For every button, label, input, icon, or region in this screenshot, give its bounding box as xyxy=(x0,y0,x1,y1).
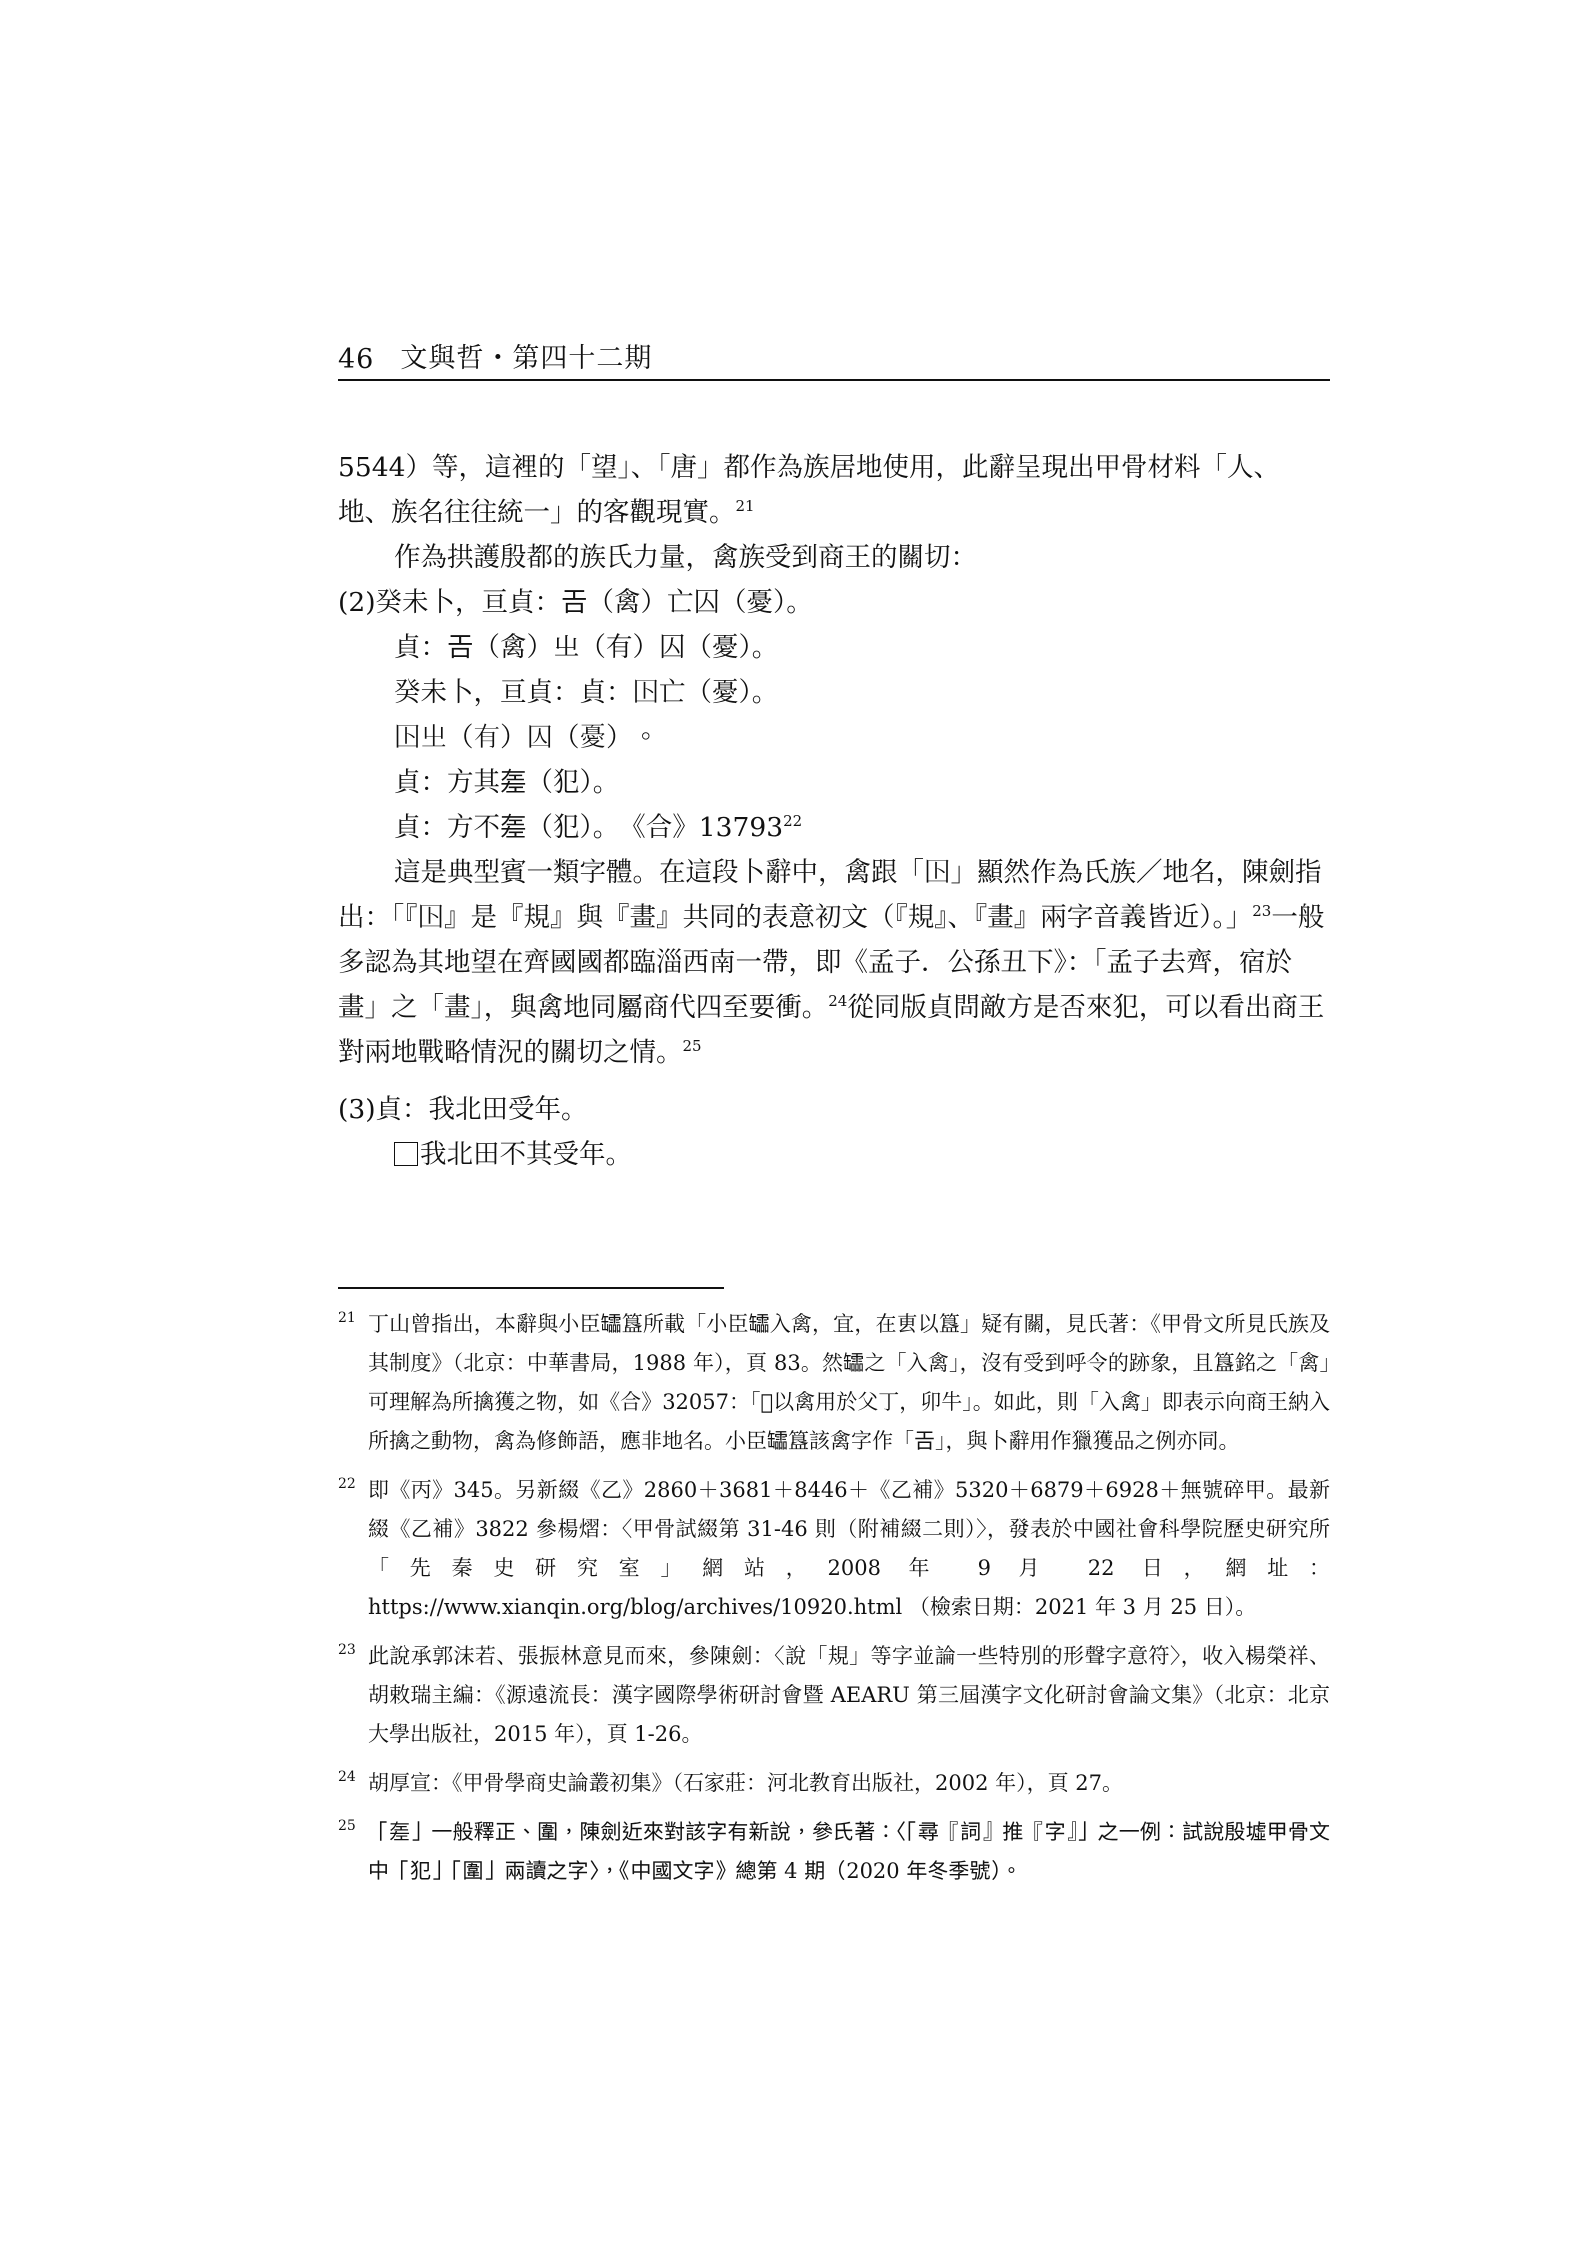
running-header xyxy=(338,335,1330,375)
footnote-21 xyxy=(338,1305,1330,1461)
footnote-23 xyxy=(338,1637,1330,1754)
footnote-25 xyxy=(338,1813,1330,1891)
example-2-line-3: 癸未卜，亘貞：貞：𡆥亡（憂）。 xyxy=(394,677,779,708)
footnote-text: 此說承郭沫若、張振林意見而來，參陳劍：〈說「規」等字並論一些特別的形聲字意符〉，收入楊榮祥、胡敕瑞主編：《源遠流長：漢字國際學術研討會暨 AEARU 第三屆漢字文化研討會論文集》（北京：北京大學出版社，2015 年），頁 1-26。 xyxy=(368,1644,1330,1746)
footnote-text: 胡厚宣：《甲骨學商史論叢初集》（石家莊：河北教育出版社，2002 年），頁 27。 xyxy=(368,1771,1124,1795)
footnote-22 xyxy=(338,1471,1330,1627)
footnote-number: 22 xyxy=(338,1476,356,1492)
footnote-ref-21[interactable]: 21 xyxy=(735,497,755,516)
footnotes xyxy=(338,1305,1330,1901)
paragraph-3 xyxy=(338,850,1330,1075)
page xyxy=(338,335,1330,1883)
example-2-line-6 xyxy=(338,805,1330,850)
footnote-number: 25 xyxy=(338,1818,356,1834)
footnote-ref-22[interactable]: 22 xyxy=(783,812,803,831)
footnote-number: 23 xyxy=(338,1642,356,1658)
journal-title: 文與哲・第四十二期 xyxy=(400,343,653,374)
footnote-number: 21 xyxy=(338,1310,356,1326)
paragraph-1-text: 5544）等，這裡的「望」、「唐」都作為族居地使用，此辭呈現出甲骨材料「人、地、族名往往統一」的客觀現實。 xyxy=(338,452,1280,528)
footnote-text: 即《丙》345。另新綴《乙》2860＋3681＋8446＋《乙補》5320＋6879＋6928＋無號碎甲。最新綴《乙補》3822 參楊熠：〈甲骨試綴第 31-46 則（附補綴二則）〉，發表於中國社會科學院歷史研究所「先秦史研究室」網站，2008 年 9 月 22 日，網址：https://www.xianqin.org/blog/archives/10920.html （檢索日期：2021 年 3 月 25 日）。 xyxy=(368,1478,1330,1619)
example-2-last-text: 貞：方不𢀡（犯）。 《合》13793 xyxy=(394,812,784,843)
example-2-line-1: (2)癸未卜，亘貞：𢀛（禽）亡囚（憂）。 xyxy=(338,587,813,618)
paragraph-1 xyxy=(338,445,1330,535)
example-2-line-2: 貞：𢀛（禽）㞢（有）囚（憂）。 xyxy=(394,632,779,663)
footnote-text: 丁山曾指出，本辭與小臣𦉢簋所載「小臣𦉢入禽，宜，在叀以簋」疑有關，見氏著：《甲骨文所見氏族及其制度》（北京：中華書局，1988 年），頁 83。然𦉢之「入禽」，沒有受到呼令的跡象，且簋銘之「禽」可理解為所擒獲之物，如《合》32057：「𢼸以禽用於父丁，卯牛」。如此，則「入禽」即表示向商王納入所擒之動物，禽為修飾語，應非地名。小臣𦉢簋該禽字作「𢀛」，與卜辭用作獵獲品之例亦同。 xyxy=(368,1312,1330,1453)
footnote-24 xyxy=(338,1764,1330,1803)
example-3-line-2-text: 我北田不其受年。 xyxy=(420,1139,632,1170)
header-rule xyxy=(338,379,1330,381)
paragraph-3-part-c: 從同版貞問敵方是否來犯，可以看出商王對兩地戰略情況的關切之情。 xyxy=(338,992,1325,1068)
footnote-ref-25[interactable]: 25 xyxy=(682,1037,702,1056)
footnote-ref-24[interactable]: 24 xyxy=(828,992,848,1011)
footnote-ref-23[interactable]: 23 xyxy=(1252,902,1272,921)
paragraph-3-part-a: 這是典型賓一類字體。在這段卜辭中，禽跟「𡆥」顯然作為氏族／地名，陳劍指出：「『𡆥』是『規』與『畫』共同的表意初文（『規』、『畫』兩字音義皆近）。」 xyxy=(338,857,1322,933)
footnote-text: 「𢀡」一般釋正、圍，陳劍近來對該字有新說，參氏著：〈「尋『詞』推『字』」之一例：試說殷墟甲骨文中「犯」「圍」兩讀之字〉，《中國文字》總第 4 期（2020 年冬季號）。 xyxy=(368,1820,1330,1883)
spacer xyxy=(338,1075,1330,1087)
page-number: 46 xyxy=(338,344,375,375)
missing-character-box xyxy=(394,1142,418,1166)
paragraph-3-part-b: 一般多認為其地望在齊國國都臨淄西南一帶，即《孟子．公孫丑下》：「孟子去齊，宿於畫」之「畫」，與禽地同屬商代四至要衝。 xyxy=(338,902,1325,1023)
example-2-line-4: 𡆥㞢（有）囚（憂）。 xyxy=(394,722,659,753)
example-3-line-1: (3)貞：我北田受年。 xyxy=(338,1094,588,1125)
footnote-rule xyxy=(338,1287,724,1289)
footnote-number: 24 xyxy=(338,1769,356,1785)
example-3-line-2 xyxy=(338,1132,1330,1177)
example-2-line-5: 貞：方其𢀡（犯）。 xyxy=(394,767,620,798)
main-text xyxy=(338,445,1330,1177)
paragraph-2: 作為拱護殷都的族氏力量，禽族受到商王的關切： xyxy=(394,542,977,573)
